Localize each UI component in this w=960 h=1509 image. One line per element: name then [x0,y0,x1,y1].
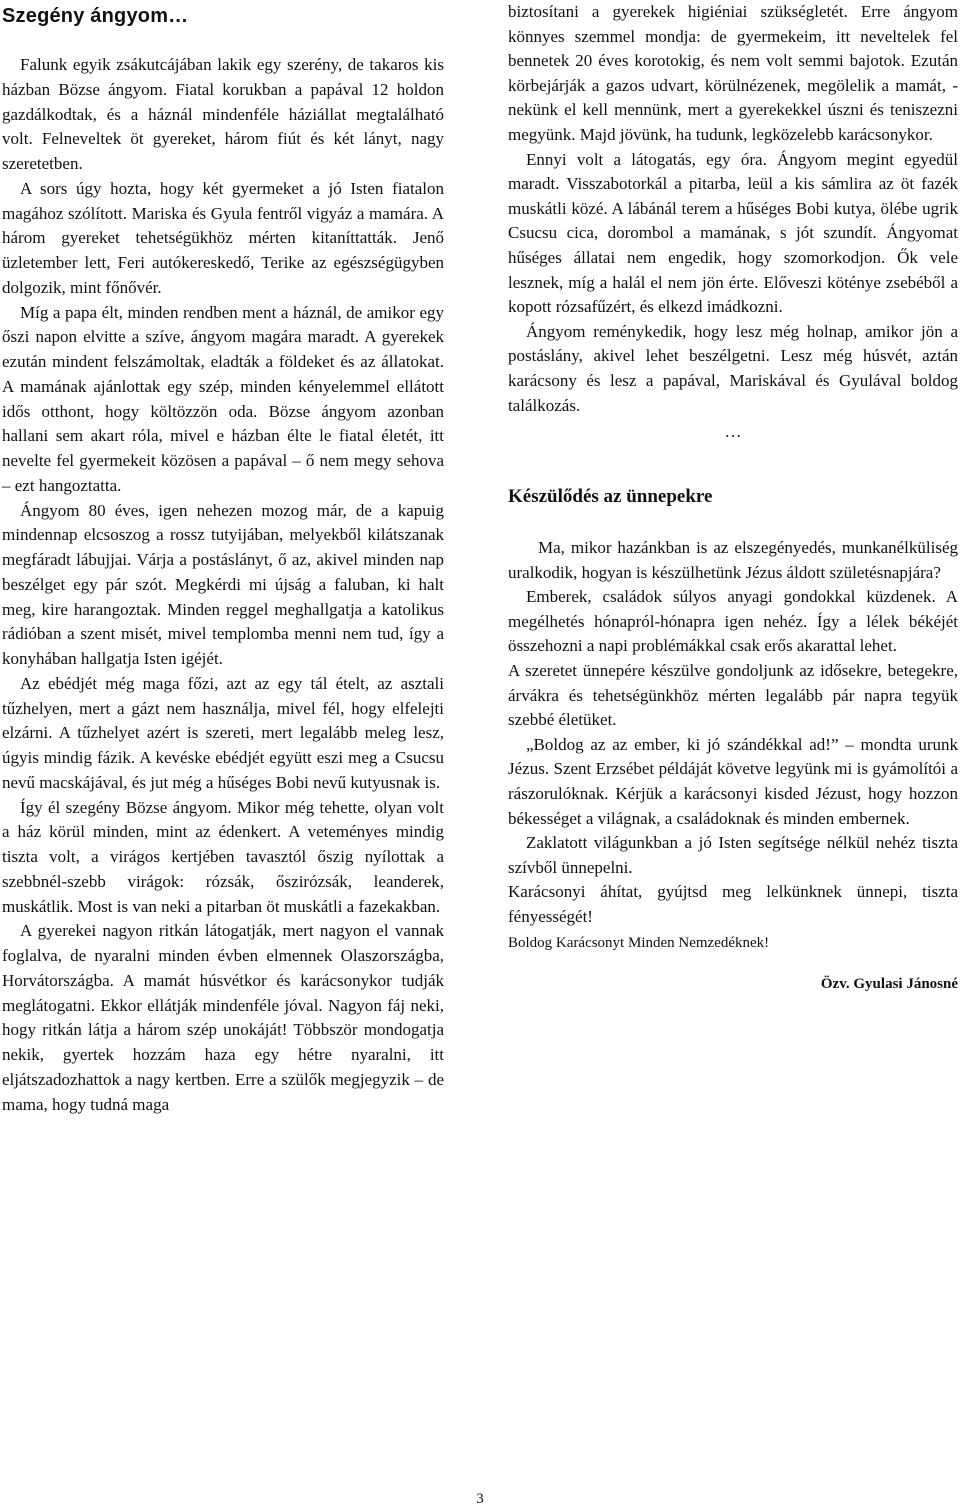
article-paragraph: Ma, mikor hazánkban is az elszegényedés, munkanélküliség uralkodik, hogyan is készülhetünk Jézus áldott születésnapjára? [508,538,958,582]
article-title: Szegény ángyom… [2,5,189,27]
article-paragraph: Ángyom 80 éves, igen nehezen mozog már, de a kapuig mindennap elcsoszog a rossz tutyijában, melyekből kilátszanak megfáradt lábujjai. Várja a postáslányt, ő az, akivel minden nap beszélget egy pár szót. Megkérdi mi újság a faluban, ki halt meg, kire harangoztak. Minden reggel meghallgatja a katolikus rádióban a szent misét, mivel templomba menni nem tud, így a konyhában hallgatja Isten igéjét. [2,500,444,668]
article-paragraph: Karácsonyi áhítat, gyújtsd meg lelkünknek ünnepi, tiszta fényességét! [508,882,958,926]
article-paragraph: A gyerekei nagyon ritkán látogatják, mert nagyon el vannak foglalva, de nyaralni minden évben elmennek Olaszországba, Horvátországba. A mamát húsvétkor és karácsonykor tudják meglátogatni. Ekkor ellátják mindenféle jóval. Nagyon fáj neki, hogy ritkán látja a három szép unokáját! Többször mondogatja nekik, gyertek hozzám haza egy hétre nyaralni, itt eljátszadozhattok a nagy kertben. Erre a szülők megjegyzik – de mama, hogy tudná maga [2,921,444,1114]
article-paragraph: A sors úgy hozta, hogy két gyermeket a jó Isten fiatalon magához szólított. Mariska és Gyula fentről vigyáz a mamára. A három gyereket tehetségükhöz mérten kitaníttatták. Jenő üzletember lett, Feri autókereskedő, Terike az egészségügyben dolgozik, mint főnővér. [2,178,444,297]
article-paragraph: Falunk egyik zsákutcájában lakik egy szerény, de takaros kis házban Bözse ángyom. Fiatal korukban a papával 12 holdon gazdálkodtak, és a háznál mindenféle háziállat megtalálható volt. Felneveltek öt gyereket, három fiút és két lányt, nagy szeretetben. [2,55,444,173]
article-paragraph: Míg a papa élt, minden rendben ment a háznál, de amikor egy őszi napon elvitte a szíve, ángyom magára maradt. A gyerekek ezután mindent felszámoltak, eladták a földeket és az állatokat. A mamának ajánlottak egy szép, minden kényelemmel ellátott idős otthont, hogy költözzön oda. Bözse ángyom azonban hallani sem akart róla, mivel e házban élte le fiatal életét, itt nevelte fel gyermekeit közösen a papával – ő nem megy sehova – ezt hangoztatta. [2,302,444,495]
article-paragraph: Az ebédjét még maga főzi, azt az egy tál ételt, az asztali tűzhelyen, mert a gázt nem használja, mivel fél, hogy elfelejti elzárni. A tűzhelyet azért is szereti, mert legalább meleg lesz, úgyis mindig fázik. A kevéske ebédjét együtt eszi meg a Csucsu nevű macskájával, és jut még a hűséges Bobi nevű kutyusnak is. [2,673,444,792]
article-paragraph: Ennyi volt a látogatás, egy óra. Ángyom megint egyedül maradt. Visszabotorkál a pitarba, leül a kis sámlira az öt fazék muskátli közé. A lábánál terem a hűséges Bobi kutya, ölébe ugrik Csucsu cica, dorombol a mamának, s jót szundít. Ángyomat hűséges állatai nem engedik, hogy szomorkodjon. Ők vele lesznek, míg a halál el nem jön érte. Előveszi kötényе zsebéből a kopott rózsafűzért, és elkezd imádkozni. [508,149,958,317]
article-paragraph: Emberek, családok súlyos anyagi gondokkal küzdenek. A megélhetés hónapról-hónapra igen nehéz. Így a lélek békéjét összehozni a napi problémákkal csak erős akarattal lehet. [508,587,958,656]
right-column [508,0,958,994]
article-paragraph: Így él szegény Bözse ángyom. Mikor még tehette, olyan volt a ház körül minden, mint az édenkert. A veteményes mindig tiszta volt, a virágos kertjében tavasztól őszig nyílottak a szebbnél-szebb virágok: rózsák, őszirózsák, leanderek, muskátlik. Most is van neki a pitarban öt muskátli a fazekakban. [2,797,444,916]
left-column [2,0,444,1117]
article-paragraph: biztosítani a gyerekek higiéniai szükségletét. Erre ángyom könnyes szemmel mondja: de gyermekeim, itt neveltelek fel bennetek 20 éves korotokig, és nem volt semmi bajotok. Ezután körbejárják a gazos udvart, körülnézenek, megölelik a mamát, - nekünk el kell mennünk, mert a gyerekekkel úszni és teniszezni megyünk. Majd jövünk, ha tudunk, legközelebb karácsonykor. [508,2,958,144]
author-signature: Özv. Gyulasi Jánosné [820,975,958,992]
article-paragraph: A szeretet ünnepére készülve gondoljunk az idősekre, betegekre, árvákra és tehetségünkhöz mérten legalább pár napra tegyük szebbé életüket. [508,661,958,730]
section-separator: … [724,422,742,442]
article-title: Készülődés az ünnepekre [508,486,713,508]
article-paragraph: Ángyom reménykedik, hogy lesz még holnap, amikor jön a postáslány, akivel lehet beszélgetni. Lesz még húsvét, aztán karácsony és lesz a papával, Mariskával és Gyulával boldog találkozás. [508,321,958,415]
article-paragraph: Zaklatott világunkban a jó Isten segítsége nélkül nehéz tiszta szívből ünnepelni. [508,833,958,877]
greeting-line: Boldog Karácsonyt Minden Nemzedéknek! [508,934,770,951]
page-number: 3 [476,1491,484,1507]
article-paragraph: „Boldog az az ember, ki jó szándékkal ad!” – mondta urunk Jézus. Szent Erzsébet példáját követve legyünk mi is gyámolítói a rászorulóknak. Kérjük a karácsonyi kisded Jézust, hogy hozzon békességet a világnak, a családoknak és minden embernek. [508,734,958,828]
